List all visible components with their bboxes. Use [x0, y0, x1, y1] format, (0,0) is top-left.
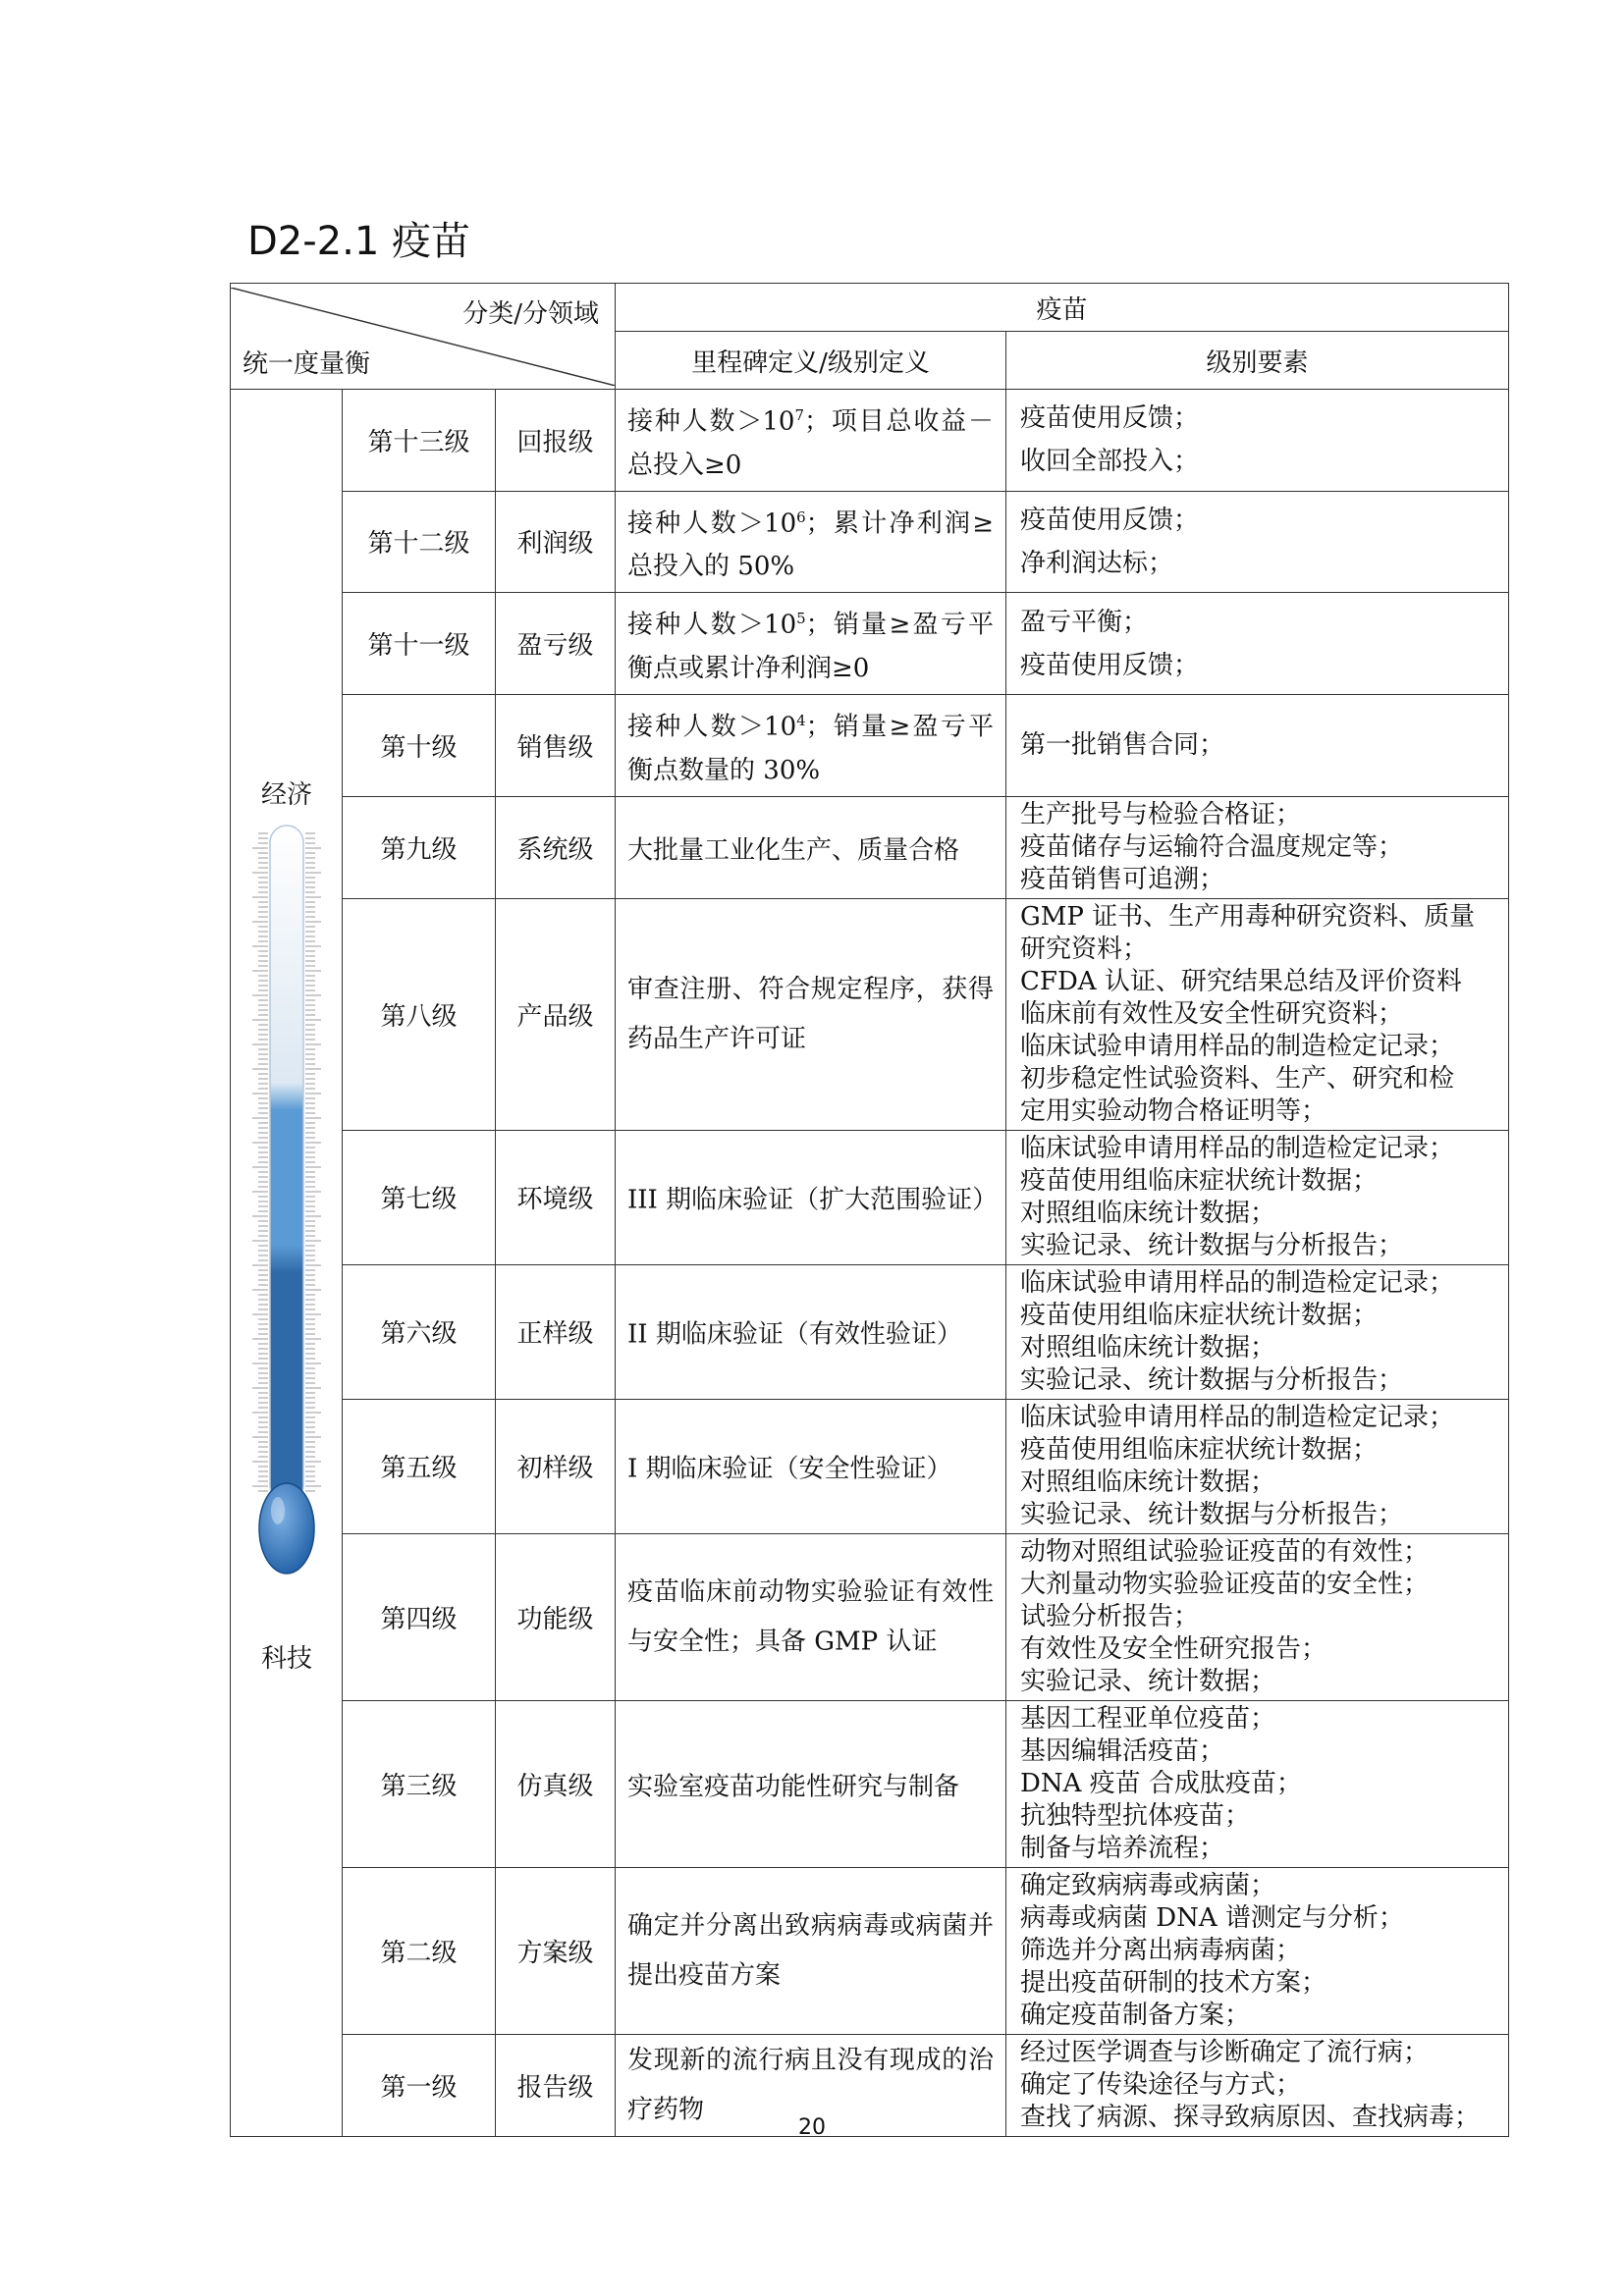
level-definition: 实验室疫苗功能性研究与制备 [616, 1700, 1006, 1867]
level-definition: I 期临床验证（安全性验证） [616, 1399, 1006, 1533]
level-element: 对照组临床统计数据； [1020, 1198, 1276, 1228]
level-elements [1006, 1399, 1509, 1533]
level-element: 初步稳定性试验资料、生产、研究和检 [1020, 1063, 1455, 1094]
level-name: 利润级 [496, 491, 616, 593]
level-element: 确定致病病毒或病菌； [1020, 1870, 1276, 1900]
level-row [231, 1700, 1509, 1867]
level-elements [1006, 1264, 1509, 1399]
level-element: 对照组临床统计数据； [1020, 1467, 1276, 1497]
thermometer-top-label: 经济 [260, 780, 312, 810]
level-name: 盈亏级 [496, 593, 616, 695]
level-rank: 第九级 [343, 796, 496, 898]
header-col-definition: 里程碑定义/级别定义 [616, 332, 1006, 390]
level-definition: 接种人数$>10^5$；销量≥盈亏平衡点或累计净利润≥0 [616, 593, 1006, 695]
level-rank: 第六级 [343, 1264, 496, 1399]
level-element: 盈亏平衡； [1020, 607, 1149, 637]
level-definition: 发现新的流行病且没有现成的治疗药物 [616, 2034, 1006, 2136]
header-col-elements: 级别要素 [1006, 332, 1509, 390]
level-rank: 第八级 [343, 898, 496, 1130]
level-element: 临床试验申请用样品的制造检定记录； [1020, 1031, 1455, 1061]
level-element: 病毒或病菌 DNA 谱测定与分析； [1020, 1902, 1404, 1933]
level-element: CFDA 认证、研究结果总结及评价资料 [1020, 966, 1462, 996]
level-element: 临床试验申请用样品的制造检定记录； [1020, 1133, 1455, 1163]
level-elements [1006, 1867, 1509, 2034]
level-row [231, 1399, 1509, 1533]
level-element: 第一批销售合同； [1020, 730, 1225, 761]
level-name: 方案级 [496, 1867, 616, 2034]
level-name: 环境级 [496, 1130, 616, 1264]
level-row [231, 1533, 1509, 1700]
level-elements [1006, 491, 1509, 593]
level-element: 疫苗使用组临床症状统计数据； [1020, 1300, 1379, 1330]
level-element: 确定疫苗制备方案； [1020, 2000, 1251, 2030]
level-definition: 疫苗临床前动物实验验证有效性与安全性；具备 GMP 认证 [616, 1533, 1006, 1700]
header-corner-cell [231, 284, 616, 390]
level-name: 报告级 [496, 2034, 616, 2136]
page-title: D2-2.1 疫苗 [247, 219, 471, 264]
level-rank: 第十三级 [343, 390, 496, 492]
level-definition: 审查注册、符合规定程序，获得药品生产许可证 [616, 898, 1006, 1130]
level-row [231, 593, 1509, 695]
level-name: 仿真级 [496, 1700, 616, 1867]
level-name: 产品级 [496, 898, 616, 1130]
level-element: 实验记录、统计数据与分析报告； [1020, 1499, 1404, 1529]
level-element: 疫苗使用反馈； [1020, 403, 1200, 434]
level-definition: III 期临床验证（扩大范围验证） [616, 1130, 1006, 1264]
level-element: 实验记录、统计数据与分析报告； [1020, 1230, 1404, 1260]
level-element: 临床试验申请用样品的制造检定记录； [1020, 1402, 1455, 1432]
level-element: GMP 证书、生产用毒种研究资料、质量 [1020, 901, 1476, 932]
level-elements [1006, 390, 1509, 492]
header-row-1 [231, 284, 1509, 332]
level-definition: 大批量工业化生产、质量合格 [616, 796, 1006, 898]
level-element: 生产批号与检验合格证； [1020, 799, 1302, 829]
level-name: 销售级 [496, 694, 616, 796]
level-element: 筛选并分离出病毒病菌； [1020, 1935, 1302, 1965]
level-row [231, 491, 1509, 593]
header-measure: 统一度量衡 [243, 348, 371, 379]
level-definition: 确定并分离出致病病毒或病菌并提出疫苗方案 [616, 1867, 1006, 2034]
level-row [231, 898, 1509, 1130]
level-element: 临床试验申请用样品的制造检定记录； [1020, 1267, 1455, 1298]
level-row [231, 1130, 1509, 1264]
level-element: DNA 疫苗 合成肽疫苗； [1020, 1768, 1302, 1798]
level-element: 疫苗销售可追溯； [1020, 864, 1225, 894]
page-number: 20 [798, 2115, 826, 2140]
vaccine-level-table [230, 283, 1509, 2137]
level-element: 临床前有效性及安全性研究资料； [1020, 998, 1404, 1029]
level-element: 疫苗使用组临床症状统计数据； [1020, 1434, 1379, 1465]
header-category: 分类/分领域 [462, 298, 600, 329]
level-element: 经过医学调查与诊断确定了流行病； [1020, 2037, 1430, 2067]
level-element: 研究资料； [1020, 934, 1149, 964]
level-rank: 第一级 [343, 2034, 496, 2136]
level-element: 抗独特型抗体疫苗； [1020, 1800, 1251, 1831]
level-element: 制备与培养流程； [1020, 1833, 1225, 1863]
level-rank: 第十级 [343, 694, 496, 796]
level-rank: 第十一级 [343, 593, 496, 695]
level-definition: II 期临床验证（有效性验证） [616, 1264, 1006, 1399]
level-element: 疫苗使用反馈； [1020, 650, 1200, 680]
level-name: 功能级 [496, 1533, 616, 1700]
thermometer-cell [231, 390, 343, 2137]
level-element: 查找了病源、探寻致病原因、查找病毒； [1020, 2102, 1481, 2132]
level-name: 初样级 [496, 1399, 616, 1533]
level-row [231, 694, 1509, 796]
level-element: 实验记录、统计数据； [1020, 1666, 1276, 1696]
level-element: 大剂量动物实验验证疫苗的安全性； [1020, 1569, 1430, 1599]
level-element: 基因工程亚单位疫苗； [1020, 1703, 1276, 1734]
level-rank: 第五级 [343, 1399, 496, 1533]
level-element: 收回全部投入； [1020, 447, 1200, 477]
level-row [231, 1867, 1509, 2034]
level-elements [1006, 694, 1509, 796]
level-rank: 第三级 [343, 1700, 496, 1867]
level-element: 基因编辑活疫苗； [1020, 1735, 1225, 1766]
level-rank: 第四级 [343, 1533, 496, 1700]
level-elements [1006, 796, 1509, 898]
level-elements [1006, 1700, 1509, 1867]
level-row [231, 1264, 1509, 1399]
level-name: 系统级 [496, 796, 616, 898]
level-rank: 第十二级 [343, 491, 496, 593]
level-element: 疫苗使用组临床症状统计数据； [1020, 1165, 1379, 1196]
level-element: 定用实验动物合格证明等； [1020, 1095, 1327, 1126]
level-elements [1006, 1533, 1509, 1700]
level-elements [1006, 593, 1509, 695]
level-name: 回报级 [496, 390, 616, 492]
level-rank: 第二级 [343, 1867, 496, 2034]
level-element: 疫苗储存与运输符合温度规定等； [1020, 831, 1404, 862]
level-elements [1006, 898, 1509, 1130]
thermometer-tube [270, 826, 303, 1503]
level-definition: 接种人数$>10^6$；累计净利润≥总投入的 50% [616, 491, 1006, 593]
header-domain: 疫苗 [616, 284, 1509, 332]
level-element: 试验分析报告； [1020, 1601, 1200, 1631]
thermometer-bulb [259, 1483, 314, 1574]
level-elements [1006, 1130, 1509, 1264]
level-definition: 接种人数$>10^7$；项目总收益－总投入≥0 [616, 390, 1006, 492]
level-rank: 第七级 [343, 1130, 496, 1264]
level-element: 确定了传染途径与方式； [1020, 2069, 1302, 2100]
level-element: 有效性及安全性研究报告； [1020, 1633, 1327, 1664]
level-element: 净利润达标； [1020, 548, 1174, 578]
thermometer-icon [243, 824, 331, 1589]
level-element: 疫苗使用反馈； [1020, 505, 1200, 535]
level-row [231, 796, 1509, 898]
level-element: 对照组临床统计数据； [1020, 1332, 1276, 1362]
level-element: 动物对照组试验验证疫苗的有效性； [1020, 1536, 1430, 1567]
level-name: 正样级 [496, 1264, 616, 1399]
thermometer-bottom-label: 科技 [260, 1644, 312, 1674]
level-definition: 接种人数$>10^4$；销量≥盈亏平衡点数量的 30% [616, 694, 1006, 796]
level-element: 提出疫苗研制的技术方案； [1020, 1967, 1327, 1998]
level-element: 实验记录、统计数据与分析报告； [1020, 1364, 1404, 1395]
level-row [231, 390, 1509, 492]
